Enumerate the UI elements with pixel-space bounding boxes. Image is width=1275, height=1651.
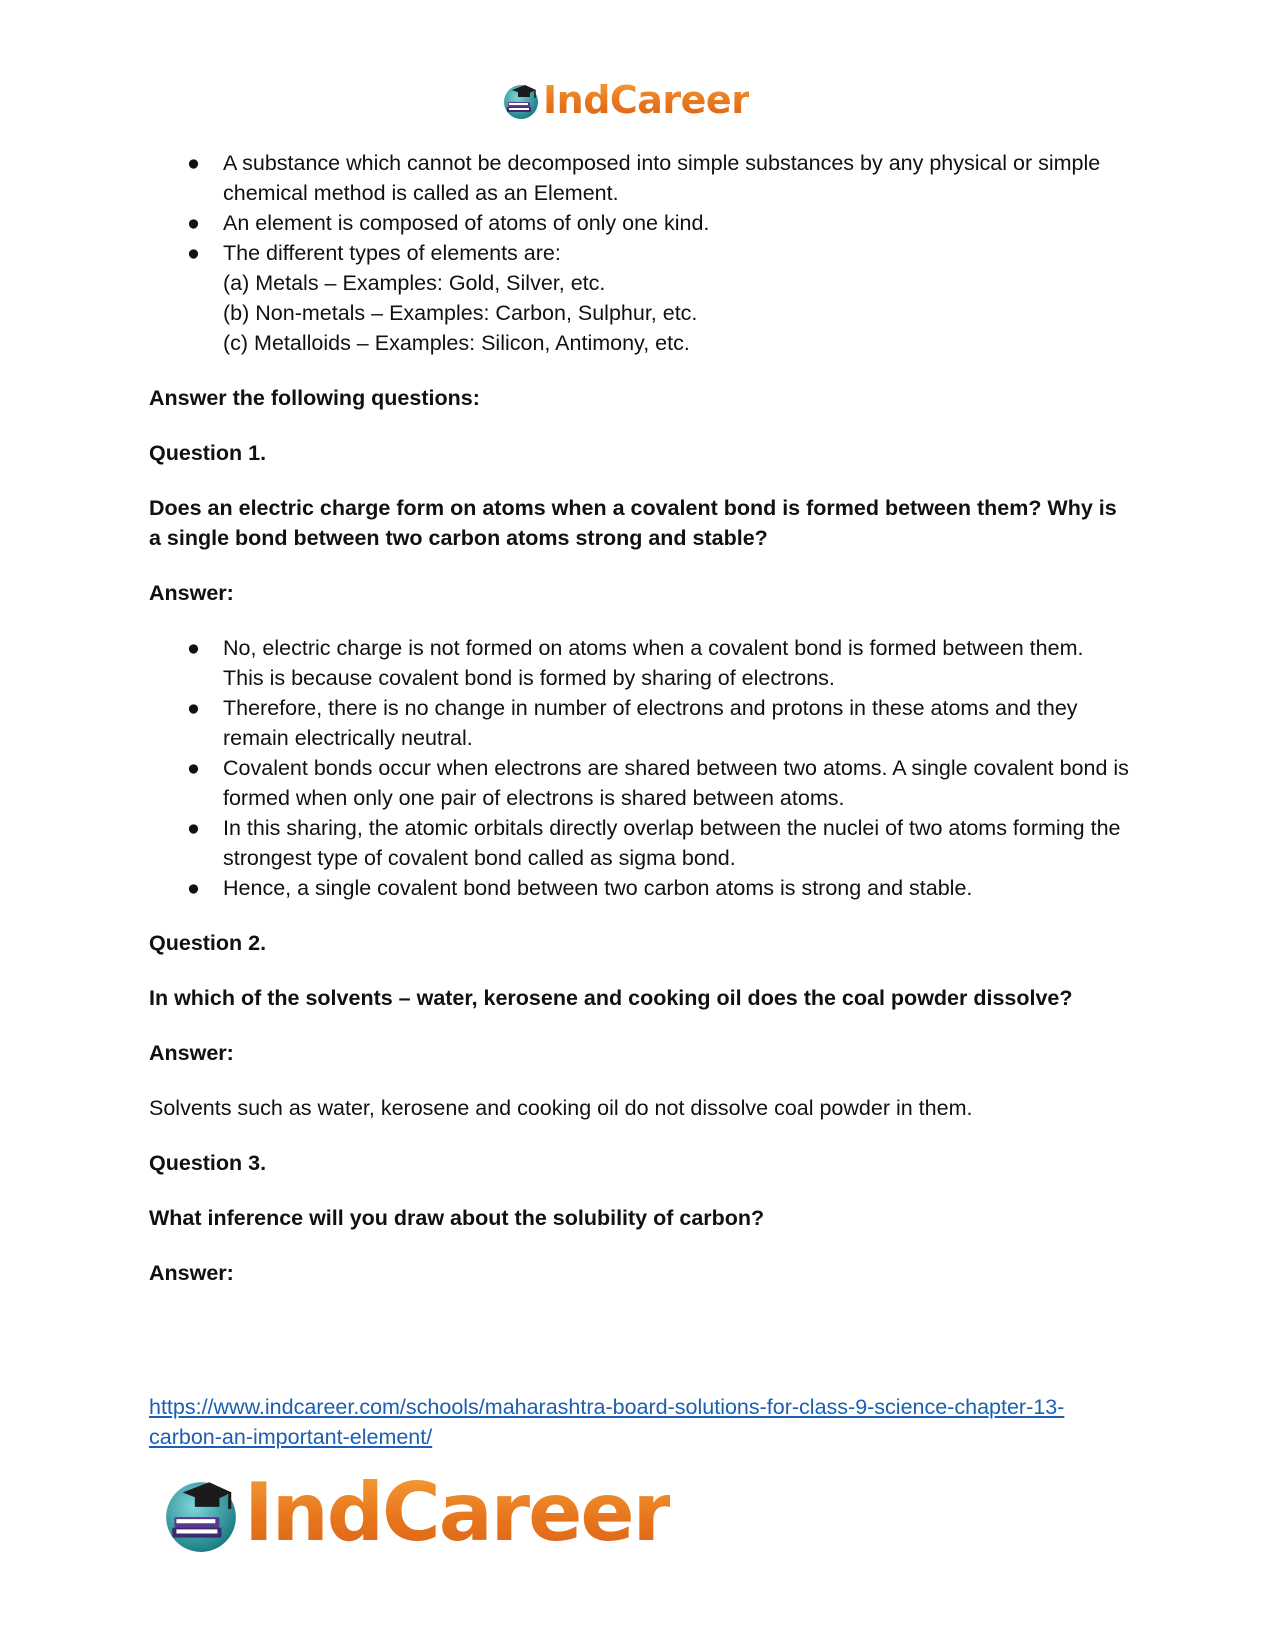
answer-1-bullet-list	[149, 633, 1129, 903]
list-item-text: A substance which cannot be decomposed into simple substances by any physical or simple chemical method is called as an Element.	[223, 151, 1101, 205]
list-item	[149, 693, 1129, 753]
list-item-text: No, electric charge is not formed on atoms when a covalent bond is formed between them. This is because covalent bond is formed by sharing of electrons.	[223, 636, 1084, 690]
document-body	[149, 148, 1129, 1288]
list-item-text: An element is composed of atoms of only one kind.	[223, 211, 710, 235]
bullet-dot: ●	[187, 876, 200, 900]
list-item-text: In this sharing, the atomic orbitals directly overlap between the nuclei of two atoms forming the strongest type of covalent bond called as sigma bond.	[223, 816, 1121, 870]
logo-text: IndCareer	[244, 1466, 671, 1559]
footer-logo	[160, 1466, 670, 1559]
intro-bullet-list	[149, 148, 1129, 358]
bullet-dot: ●	[187, 241, 200, 265]
bullet-dot: ●	[187, 816, 200, 840]
list-item	[149, 633, 1129, 693]
list-item	[149, 238, 1129, 358]
bullet-dot: ●	[187, 636, 200, 660]
bullet-dot: ●	[187, 756, 200, 780]
question-1-text: Does an electric charge form on atoms when a covalent bond is formed between them? Why is a single bond between two carbon atoms strong and stable?	[149, 496, 1117, 550]
element-type-metals: (a) Metals – Examples: Gold, Silver, etc.	[223, 271, 606, 295]
question-3-label: Question 3.	[149, 1151, 267, 1175]
question-3-text: What inference will you draw about the solubility of carbon?	[149, 1206, 765, 1230]
section-heading: Answer the following questions:	[149, 386, 480, 410]
answer-2-text: Solvents such as water, kerosene and cooking oil do not dissolve coal powder in them.	[149, 1096, 973, 1120]
list-item-text: The different types of elements are:	[223, 241, 561, 265]
graduation-cap-globe-icon	[501, 80, 541, 120]
element-type-metalloids: (c) Metalloids – Examples: Silicon, Antimony, etc.	[223, 331, 690, 355]
list-item	[149, 753, 1129, 813]
answer-3-label: Answer:	[149, 1261, 234, 1285]
answer-2-label: Answer:	[149, 1041, 234, 1065]
list-item	[149, 148, 1129, 208]
element-type-non-metals: (b) Non-metals – Examples: Carbon, Sulphur, etc.	[223, 301, 698, 325]
source-url-link[interactable]: https://www.indcareer.com/schools/maharashtra-board-solutions-for-class-9-science-chapter-13-carbon-an-important-element/	[149, 1395, 1065, 1449]
list-item	[149, 873, 1129, 903]
list-item	[149, 208, 1129, 238]
bullet-dot: ●	[187, 211, 200, 235]
list-item-text: Hence, a single covalent bond between two carbon atoms is strong and stable.	[223, 876, 973, 900]
answer-1-label: Answer:	[149, 581, 234, 605]
question-1-label: Question 1.	[149, 441, 267, 465]
question-2-label: Question 2.	[149, 931, 267, 955]
list-item-text: Therefore, there is no change in number of electrons and protons in these atoms and they remain electrically neutral.	[223, 696, 1078, 750]
question-2-text: In which of the solvents – water, kerosene and cooking oil does the coal powder dissolve?	[149, 986, 1073, 1010]
bullet-dot: ●	[187, 151, 200, 175]
graduation-cap-globe-icon	[160, 1472, 242, 1554]
header-logo	[501, 78, 749, 122]
logo-text: IndCareer	[543, 78, 750, 122]
list-item-text: Covalent bonds occur when electrons are shared between two atoms. A single covalent bond is formed when only one pair of electrons is shared between atoms.	[223, 756, 1129, 810]
list-item	[149, 813, 1129, 873]
bullet-dot: ●	[187, 696, 200, 720]
